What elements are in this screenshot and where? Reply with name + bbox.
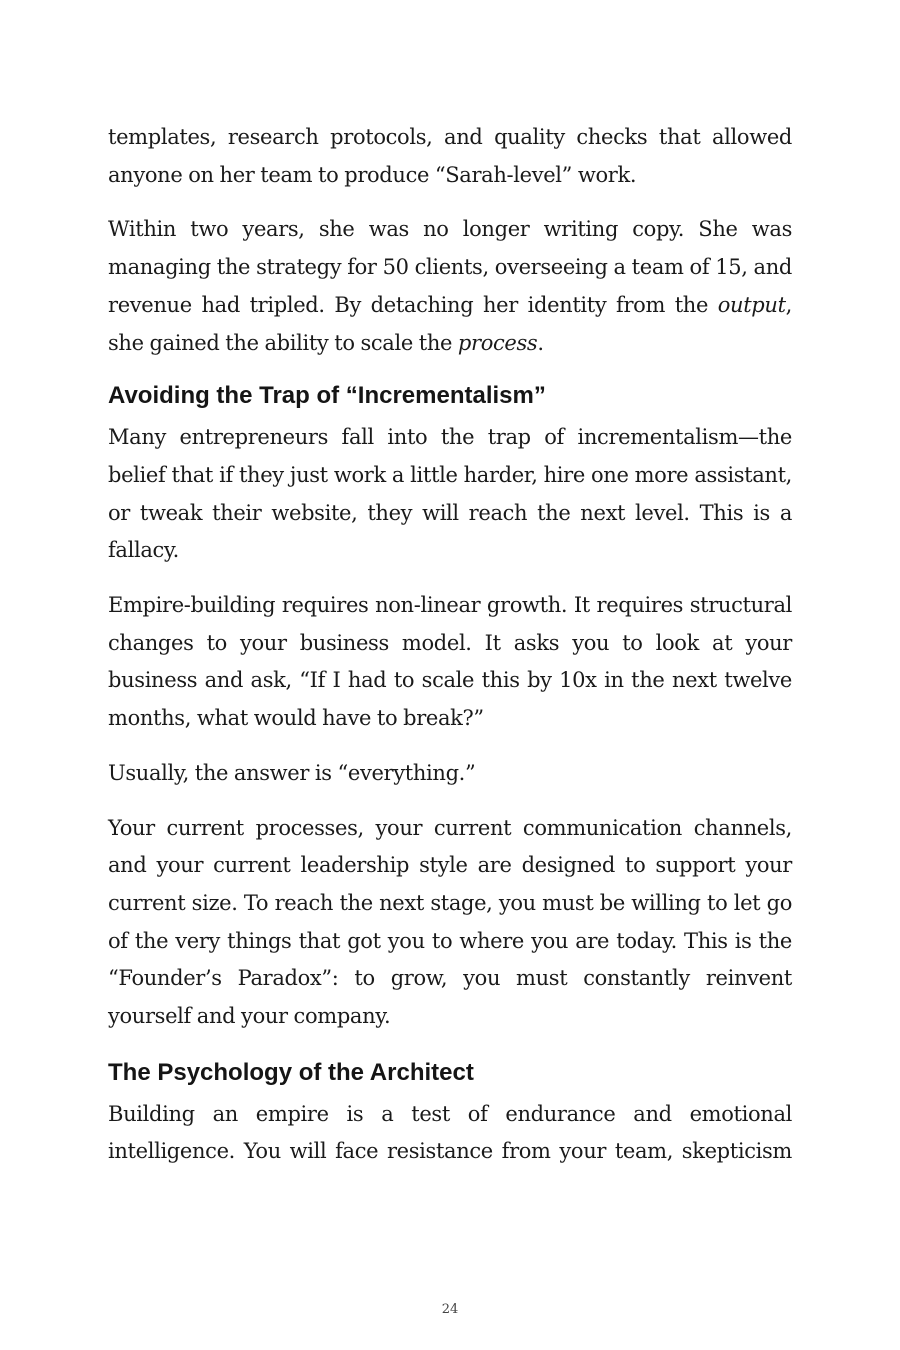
paragraph-text: Within two years, she was no longer writing copy. She was managing the strategy for 50 clients, overseeing a team of 15, and revenue had tripled. By detaching her identity from the <box>108 217 792 317</box>
section-heading: Avoiding the Trap of “Incrementalism” <box>108 382 546 410</box>
paragraph: Empire-building requires non-linear growth. It requires structural changes to your business model. It asks you to look at your business and ask, “If I had to scale this by 10x in the next twelve months, what would have to break?” <box>108 593 792 731</box>
section-heading: The Psychology of the Architect <box>108 1058 474 1086</box>
paragraph: Many entrepreneurs fall into the trap of incrementalism—the belief that if they just work a little harder, hire one more assistant, or tweak their website, they will reach the next level. This is a fallacy. <box>108 425 792 563</box>
emphasis-text: process <box>457 330 538 355</box>
paragraph: Usually, the answer is “everything.” <box>108 760 476 785</box>
paragraph-text: , she gained the ability to scale the <box>108 292 792 355</box>
paragraph-text: . <box>537 330 544 355</box>
paragraph: Building an empire is a test of endurance and emotional intelligence. You will face resistance from your team, skepticism <box>108 1101 792 1164</box>
paragraph <box>108 211 792 362</box>
page-number: 24 <box>441 1302 459 1317</box>
paragraph: Your current processes, your current communication channels, and your current leadership style are designed to support your current size. To reach the next stage, you must be willing to let go of the very things that got you to where you are today. This is the “Founder’s Paradox”: to grow, you must constantly reinvent yourself and your company. <box>108 815 792 1029</box>
paragraph: templates, research protocols, and quality checks that allowed anyone on her team to produce “Sarah-level” work. <box>108 125 792 187</box>
page-body <box>108 119 792 1188</box>
emphasis-text: output <box>717 292 786 317</box>
